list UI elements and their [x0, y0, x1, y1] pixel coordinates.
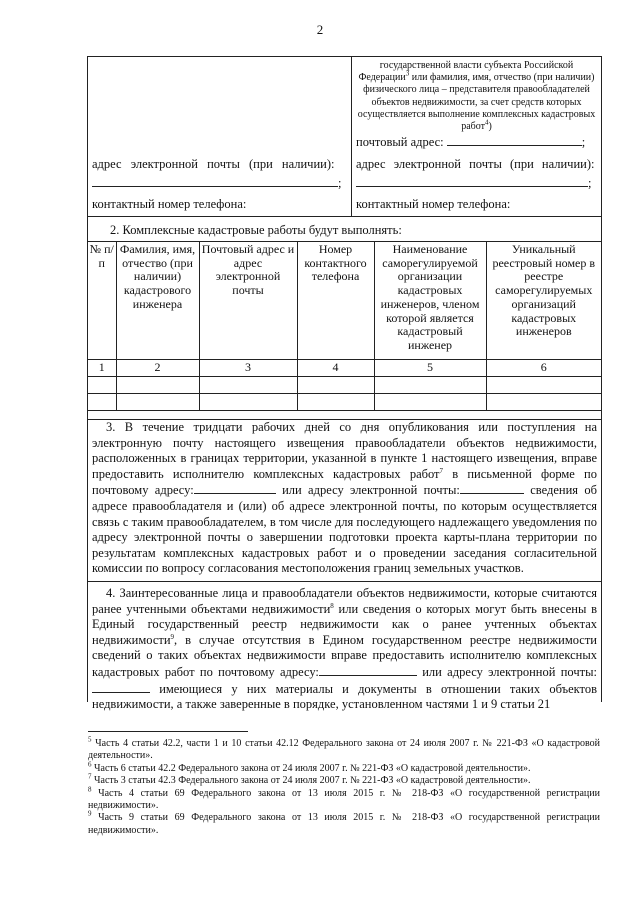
applicant-right-cell	[352, 57, 601, 155]
footnote-5: $^5$ Часть 4 статьи 42.2, части 1 и 10 статьи 42.12 Федерального закона от 24 июля 2007 г. № 221-ФЗ «О кадастровой деятельности».	[88, 735, 600, 762]
email-left-line: ;	[92, 172, 347, 191]
applicant-left-cell	[88, 57, 352, 155]
engineers-table	[88, 241, 601, 411]
header-number: № п/п	[88, 242, 116, 360]
footnotes	[88, 735, 600, 837]
footnote-6: $^6$ Часть 6 статьи 42.2 Федерального закона от 24 июля 2007 г. № 221-ФЗ «О кадастровой деятельности».	[88, 760, 531, 774]
header-name: Фамилия, имя, отчество (при наличии) кадастрового инженера	[116, 242, 199, 360]
phone-right	[352, 195, 601, 216]
col-number-5: 5	[374, 360, 486, 377]
email-right	[352, 155, 601, 195]
phone-left-label: контактный номер телефона:	[92, 197, 247, 211]
col-number-4: 4	[297, 360, 374, 377]
footnote-divider	[88, 731, 248, 732]
email-right-label: адрес электронной почты (при наличии):	[356, 157, 595, 171]
header-address: Почтовый адрес и адрес электронной почты	[199, 242, 297, 360]
col-number-2: 2	[116, 360, 199, 377]
postal-address-right: почтовый адрес: ;	[356, 135, 586, 150]
footnote-7: $^7$ Часть 3 статьи 42.3 Федерального закона от 24 июля 2007 г. № 221-ФЗ «О кадастровой деятельности».	[88, 772, 531, 787]
phone-left	[88, 195, 352, 216]
header-phone: Номер контактного телефона	[297, 242, 374, 360]
phone-row	[88, 195, 601, 216]
footnote-8: $^8$ Часть 4 статьи 69 Федерального закона от 13 июля 2015 г. № 218-ФЗ «О государственной регистрации недвижимости».	[88, 785, 600, 812]
section-3: 3. В течение тридцати рабочих дней со дня опубликования или поступления на электронную почту настоящего извещения правообладатели объектов недвижимости, расположенных в границах территории, указанной в пункте 1 настоящего извещения, вправе предоставить исполнителю комплексных кадастровых работ$^7$ в письменной форме по почтовому адресу: или адресу электронной почты: сведения об адресе правообладателя и (или) об адресе электронной почты, по которым осуществляется связь с таким правообладателем, в том числе для последующего надлежащего уведомления по адресу электронной почты о завершении подготовки проекта карты-плана территории по результатам комплексных кадастровых работ и о проведении заседания согласительной комиссии по вопросу согласования местоположения границ земельных участков.	[88, 419, 601, 581]
email-row	[88, 155, 601, 195]
table-number-row	[88, 360, 601, 377]
section-4: 4. Заинтересованные лица и правообладатели объектов недвижимости, которые считаются ранее учтенными объектами недвижимости$^8$ или сведения о которых могут быть внесены в Единый государственный реестр недвижимости как о ранее учтенных объектах недвижимости$^9$, в случае отсутствия в Едином государственном реестре недвижимости сведений о таких объектах недвижимости вправе предоставить исполнителю комплексных кадастровых работ по почтовому адресу: или адресу электронной почты: имеющиеся у них материалы и документы в отношении таких объектов недвижимости, а также заверенные в порядке, установленном частями 1 и 9 статьи 21	[88, 581, 601, 702]
table-row	[88, 377, 601, 394]
form-frame	[87, 56, 602, 712]
header-sro-name: Наименование саморегулируемой организации кадастровых инженеров, членом которой является кадастровый инженер	[374, 242, 486, 360]
header-registry-number: Уникальный реестровый номер в реестре саморегулируемых организаций кадастровых инженеров	[486, 242, 601, 360]
section-2-title: 2. Комплексные кадастровые работы будут выполнять:	[88, 216, 601, 241]
col-number-3: 3	[199, 360, 297, 377]
applicant-description: государственной власти субъекта Российской Федерации$^3$ или фамилия, имя, отчество (при наличии) физического лица – представителя правообладателей объектов недвижимости, за счет средств которых осуществляется выполнение комплексных кадастровых работ$^4$)	[357, 60, 596, 133]
col-number-6: 6	[486, 360, 601, 377]
email-left	[88, 155, 352, 195]
email-left-label: адрес электронной почты (при наличии):	[92, 157, 335, 171]
footnote-9: $^9$ Часть 9 статьи 69 Федерального закона от 13 июля 2015 г. № 218-ФЗ «О государственной регистрации недвижимости».	[88, 810, 600, 836]
col-number-1: 1	[88, 360, 116, 377]
table-header-row	[88, 242, 601, 360]
email-right-line: ;	[356, 172, 597, 191]
page-number: 2	[316, 22, 324, 37]
phone-right-label: контактный номер телефона:	[356, 197, 511, 211]
applicant-block	[88, 56, 601, 155]
table-row	[88, 394, 601, 411]
